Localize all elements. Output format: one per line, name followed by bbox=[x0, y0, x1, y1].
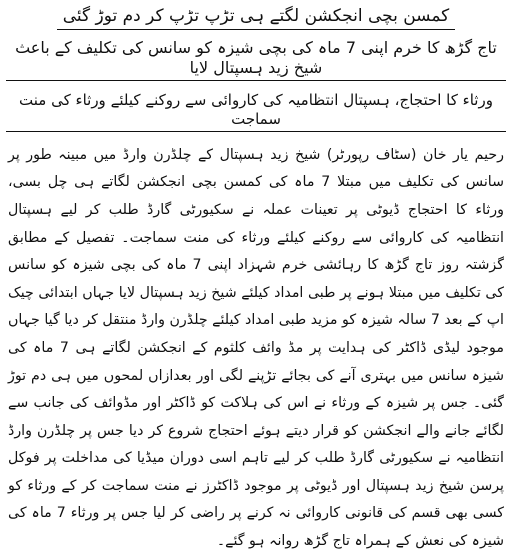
subheadline-container-1 bbox=[6, 38, 506, 91]
headline-container bbox=[6, 4, 506, 38]
article-body: رحیم یار خان (سٹاف رپورٹر) شیخ زید ہسپتال کے چلڈرن وارڈ میں مبینہ طور پر سانس کی تکلیف میں مبتلا 7 ماہ کی کمسن بچی انجکشن لگاتے ہی چل بسی، ورثاء کا احتجاج ڈیوٹی پر تعینات عملہ نے سکیورٹی گارڈ طلب کر لیے ہسپتال انتظامیہ کی کاروائی سے روکنے کیلئے ورثاء کی منت سماجت۔ تفصیل کے مطابق گزشتہ روز تاج گڑھ کا رہائشی خرم شہزاد اپنی 7 ماہ کی بچی شیزہ کو سانس کی تکلیف میں مبتلا ہونے پر طبی امداد کیلئے شیخ زید ہسپتال لایا جہاں ابتدائی چیک اپ کے بعد 7 سالہ شیزہ کو مزید طبی امداد کیلئے چلڈرن وارڈ منتقل کر دیا گیا جہاں موجود لیڈی ڈاکٹر کی ہدایت پر مڈ وائف کلثوم کے انجکشن لگاتے ہی 7 ماہ کی شیزہ سانس میں بہتری آنے کی بجائے تڑپنے لگی اور بعدازاں لمحوں میں ہی دم توڑ گئی۔ جس پر شیزہ کے ورثاء نے اس کی ہلاکت کو ڈاکٹر اور مڈوائف کی جانب سے لگائے جانے والے انجکشن کو قرار دیتے ہوئے احتجاج شروع کر دیا جس پر چلڈرن وارڈ انتظامیہ نے سکیورٹی گارڈ طلب کر لیے تاہم اسی دوران میڈیا کی مداخلت پر فوکل پرسن شیخ زید ہسپتال اور ڈیوٹی پر موجود ڈاکٹرز نے منت سماجت کر کے ورثاء کو کسی بھی قسم کی قانونی کاروائی نہ کرنے پر راضی کر لیا جس پر ورثاء 7 ماہ کی شیزہ کی نعش کے ہمراہ تاج گڑھ روانہ ہو گئے۔ bbox=[8, 146, 504, 550]
article-subheadline-2: ورثاء کا احتجاج، ہسپتال انتظامیہ کی کاروائی سے روکنے کیلئے ورثاء کی منت سماجت bbox=[6, 91, 506, 132]
article-headline: کمسن بچی انجکشن لگتے ہی تڑپ تڑپ کر دم توڑ گئی bbox=[57, 6, 456, 30]
subheadline-container-2 bbox=[6, 91, 506, 142]
article-subheadline-1: تاج گڑھ کا خرم اپنی 7 ماہ کی بچی شیزہ کو سانس کی تکلیف کے باعث شیخ زید ہسپتال لایا bbox=[6, 38, 506, 81]
news-article bbox=[6, 4, 506, 550]
